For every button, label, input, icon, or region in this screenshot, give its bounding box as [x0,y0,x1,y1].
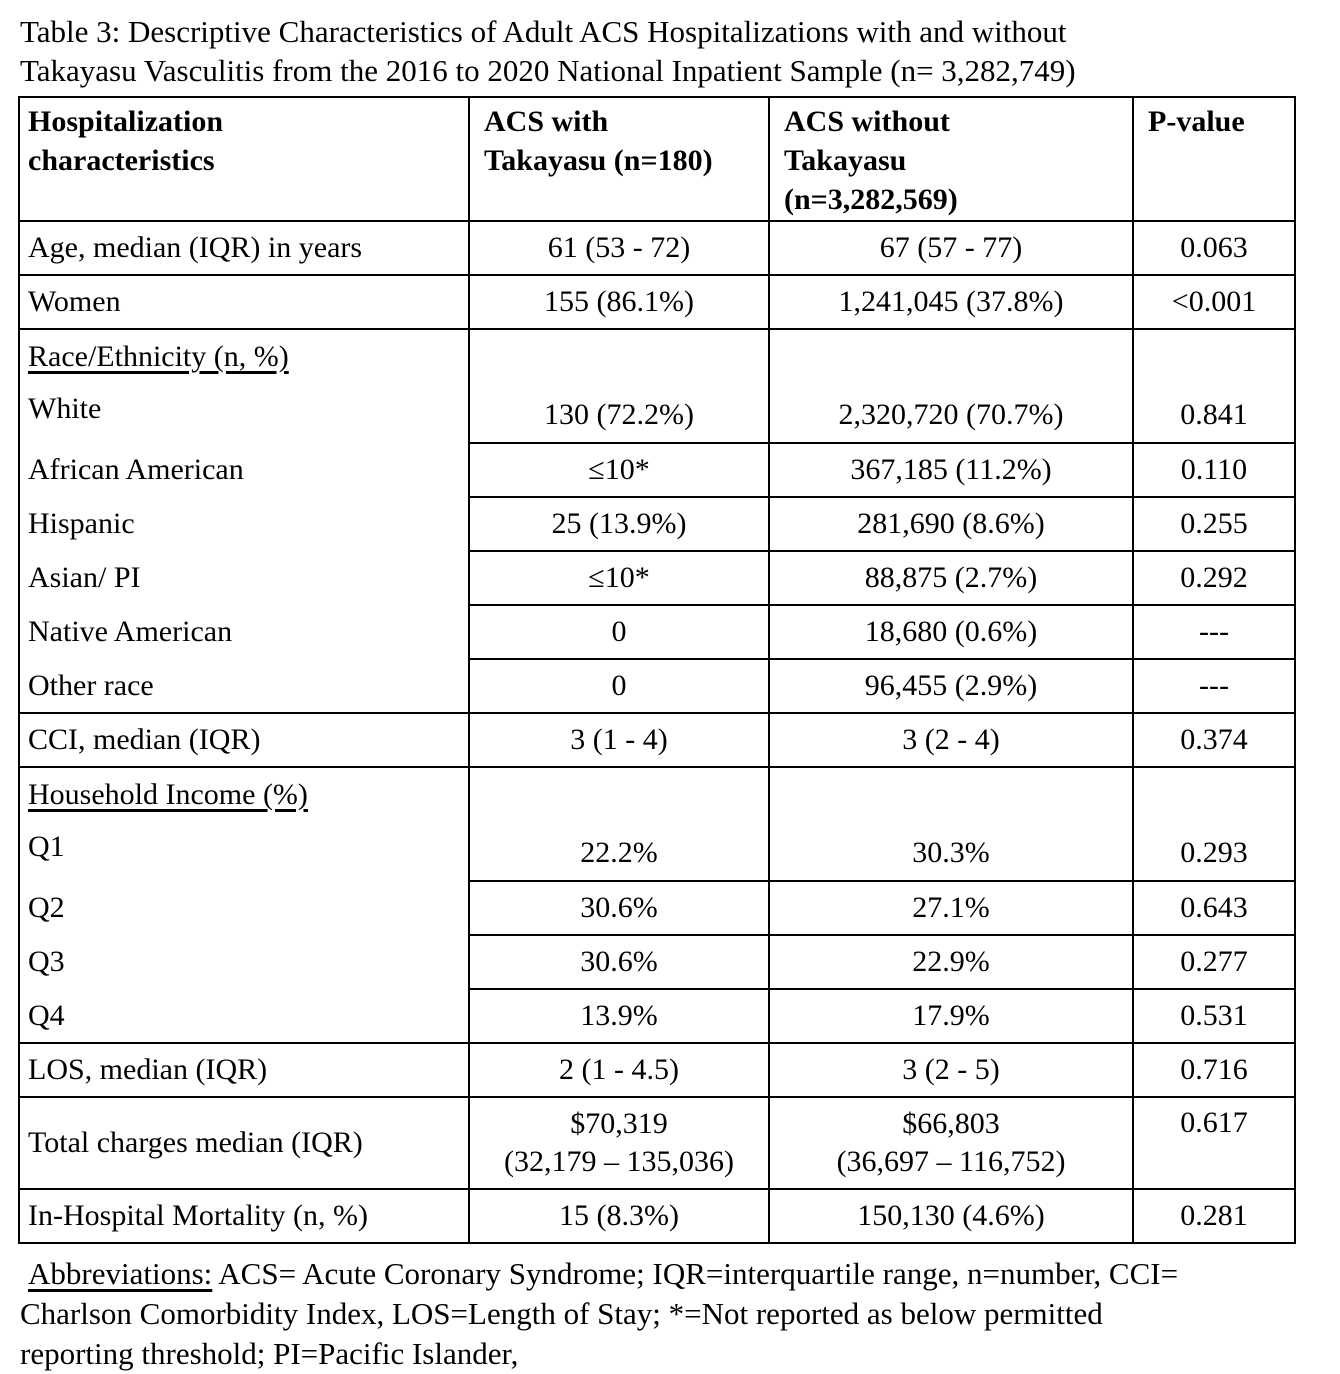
label-cell: White [28,392,102,425]
acs-without-value: 150,130 (4.6%) [769,1189,1133,1243]
label-cell: Q1 [28,830,65,863]
label-cell: Other race [19,659,469,713]
label-cell: Age, median (IQR) in years [19,221,469,275]
label-cell: CCI, median (IQR) [19,713,469,767]
label-cell: In-Hospital Mortality (n, %) [19,1189,469,1243]
acs-without-value: 281,690 (8.6%) [769,497,1133,551]
acs-with-value: 22.2% [469,767,769,881]
abbreviations-note [20,1254,1320,1374]
abbreviations-line3: reporting threshold; PI=Pacific Islander, [20,1336,519,1371]
row-income-section-q1 [19,767,1295,881]
row-q2 [19,881,1295,935]
acs-with-value: ≤10* [469,443,769,497]
p-value: 0.374 [1133,713,1295,767]
row-total-charges [19,1097,1295,1189]
value-line: $66,803 [902,1107,1000,1140]
value-line: (36,697 – 116,752) [836,1145,1066,1178]
section-label: Race/Ethnicity (n, %) [28,340,289,373]
label-cell: Asian/ PI [19,551,469,605]
p-value: <0.001 [1133,275,1295,329]
p-value: 0.617 [1133,1097,1295,1189]
header-line: Takayasu [784,144,907,177]
acs-with-value: 15 (8.3%) [469,1189,769,1243]
row-q4 [19,989,1295,1043]
acs-without-value: 1,241,045 (37.8%) [769,275,1133,329]
acs-with-value: 61 (53 - 72) [469,221,769,275]
acs-with-value: 3 (1 - 4) [469,713,769,767]
col-header-p-value [1133,97,1295,221]
col-header-acs-without [769,97,1133,221]
abbreviations-line1-text: ACS= Acute Coronary Syndrome; IQR=interquartile range, n=number, CCI= [212,1256,1179,1291]
acs-without-value: 3 (2 - 4) [769,713,1133,767]
label-cell: Q3 [19,935,469,989]
acs-without-value: 22.9% [769,935,1133,989]
table-title [20,12,1320,90]
p-value: 0.716 [1133,1043,1295,1097]
acs-without-value: 367,185 (11.2%) [769,443,1133,497]
section-label-cell [19,767,469,881]
label-cell: Q2 [19,881,469,935]
row-other-race [19,659,1295,713]
row-age [19,221,1295,275]
abbreviations-line1 [20,1254,1320,1294]
acs-with-value [469,1097,769,1189]
section-label-cell [19,329,469,443]
abbreviations-line2: Charlson Comorbidity Index, LOS=Length of Stay; *=Not reported as below permitted [20,1296,1103,1331]
acs-without-value: 2,320,720 (70.7%) [769,329,1133,443]
acs-with-value: 0 [469,605,769,659]
acs-with-value: 13.9% [469,989,769,1043]
abbreviations-label: Abbreviations: [28,1256,213,1291]
header-line: P-value [1148,105,1245,138]
header-line: ACS without [784,105,950,138]
p-value: 0.277 [1133,935,1295,989]
table-title-line1: Table 3: Descriptive Characteristics of Adult ACS Hospitalizations with and without [20,14,1067,49]
value-line: (32,179 – 135,036) [504,1145,734,1178]
acs-with-value: 155 (86.1%) [469,275,769,329]
col-header-acs-with [469,97,769,221]
header-line: (n=3,282,569) [784,183,958,216]
acs-with-value: ≤10* [469,551,769,605]
acs-with-value: 2 (1 - 4.5) [469,1043,769,1097]
acs-without-value [769,1097,1133,1189]
acs-without-value: 3 (2 - 5) [769,1043,1133,1097]
p-value: 0.255 [1133,497,1295,551]
acs-without-value: 27.1% [769,881,1133,935]
characteristics-table [18,96,1296,1244]
label-cell: African American [19,443,469,497]
acs-with-value: 25 (13.9%) [469,497,769,551]
header-line: characteristics [28,144,215,177]
row-cci [19,713,1295,767]
label-cell: Q4 [19,989,469,1043]
acs-without-value: 17.9% [769,989,1133,1043]
header-row [19,97,1295,221]
p-value: 0.110 [1133,443,1295,497]
p-value: 0.292 [1133,551,1295,605]
col-header-characteristics [19,97,469,221]
acs-without-value: 30.3% [769,767,1133,881]
acs-with-value: 30.6% [469,881,769,935]
p-value: --- [1133,659,1295,713]
p-value: --- [1133,605,1295,659]
acs-with-value: 30.6% [469,935,769,989]
header-line: ACS with [484,105,609,138]
header-line: Takayasu (n=180) [484,144,713,177]
acs-without-value: 96,455 (2.9%) [769,659,1133,713]
header-line: Hospitalization [28,105,224,138]
row-q3 [19,935,1295,989]
row-asian-pi [19,551,1295,605]
p-value: 0.841 [1133,329,1295,443]
row-women [19,275,1295,329]
acs-without-value: 18,680 (0.6%) [769,605,1133,659]
p-value: 0.643 [1133,881,1295,935]
label-cell: Total charges median (IQR) [19,1097,469,1189]
section-label: Household Income (%) [28,778,308,811]
acs-with-value: 130 (72.2%) [469,329,769,443]
p-value: 0.531 [1133,989,1295,1043]
row-african-american [19,443,1295,497]
label-cell: Hispanic [19,497,469,551]
label-cell: Women [19,275,469,329]
row-race-section-white [19,329,1295,443]
table-title-line2: Takayasu Vasculitis from the 2016 to 2020 National Inpatient Sample (n= 3,282,749) [20,53,1076,88]
row-hispanic [19,497,1295,551]
value-line: $70,319 [570,1107,668,1140]
p-value: 0.293 [1133,767,1295,881]
acs-without-value: 88,875 (2.7%) [769,551,1133,605]
acs-without-value: 67 (57 - 77) [769,221,1133,275]
row-native-american [19,605,1295,659]
row-mortality [19,1189,1295,1243]
p-value: 0.063 [1133,221,1295,275]
row-los [19,1043,1295,1097]
p-value: 0.281 [1133,1189,1295,1243]
label-cell: Native American [19,605,469,659]
acs-with-value: 0 [469,659,769,713]
page [0,12,1340,1371]
label-cell: LOS, median (IQR) [19,1043,469,1097]
